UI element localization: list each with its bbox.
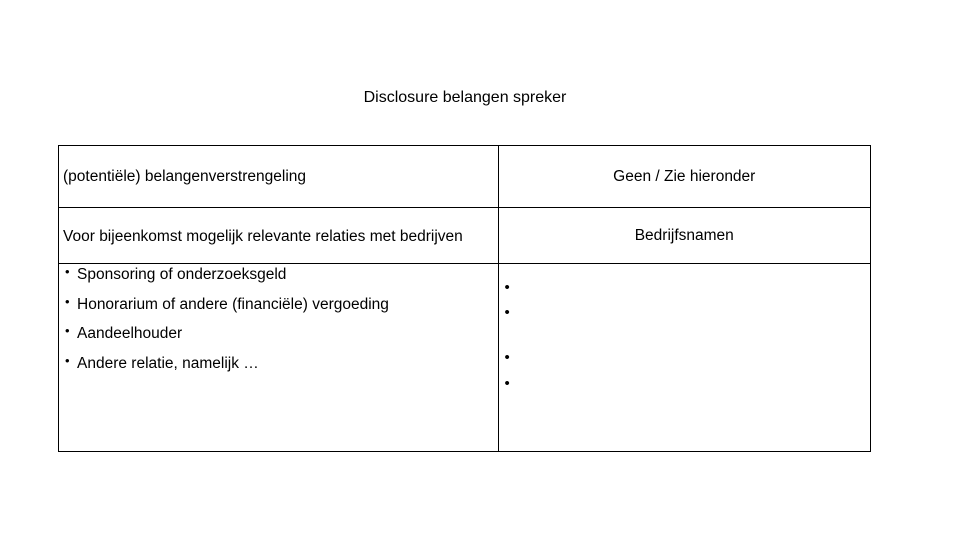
conflict-of-interest-value: Geen / Zie hieronder: [498, 146, 870, 208]
relevant-relations-label: Voor bijeenkomst mogelijk relevante relaties met bedrijven: [59, 208, 499, 264]
list-item: • Andere relatie, namelijk …: [63, 353, 498, 383]
company-names-list: [499, 264, 870, 451]
list-item: • Honorarium of andere (financiële) vergoeding: [63, 294, 498, 324]
list-item: • Aandeelhouder: [63, 323, 498, 353]
table-row: [59, 208, 871, 264]
list-item: • Sponsoring of onderzoeksgeld: [63, 264, 498, 294]
slide-title: Disclosure belangen spreker: [363, 89, 567, 106]
table-row: [59, 146, 871, 208]
disclosure-table: [58, 145, 871, 452]
conflict-of-interest-label: (potentiële) belangenverstrengeling: [59, 146, 499, 208]
empty-bullet: •: [504, 349, 510, 366]
table-row: [59, 264, 871, 452]
company-names-cell: [498, 264, 870, 452]
empty-bullet: •: [504, 375, 510, 392]
empty-bullet: •: [504, 304, 510, 321]
empty-bullet: •: [504, 279, 510, 296]
relation-types-cell: [59, 264, 499, 452]
company-names-header: Bedrijfsnamen: [498, 208, 870, 264]
relation-types-list: [63, 264, 498, 382]
